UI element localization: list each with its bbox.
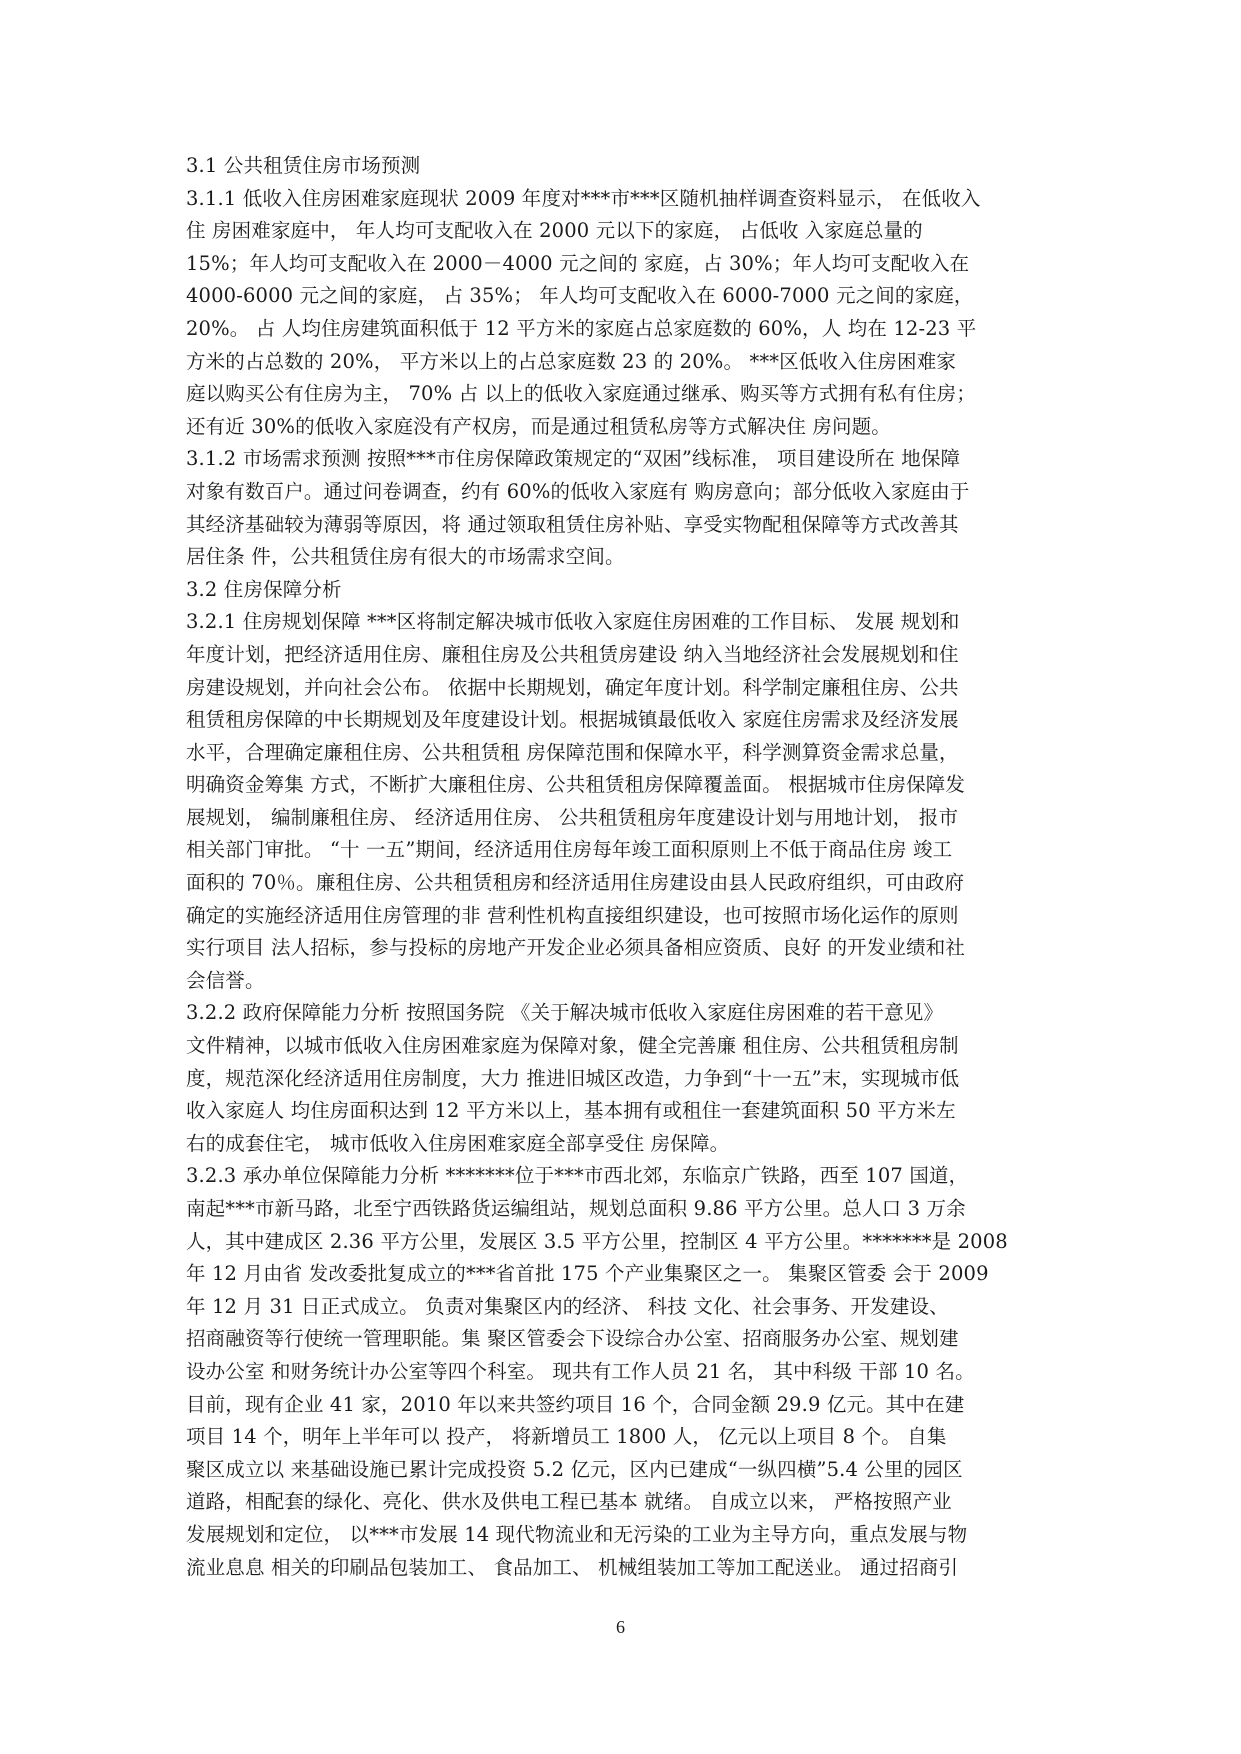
text-line: 收入家庭人 均住房面积达到 12 平方米以上，基本拥有或租住一套建筑面积 50 平方米左 (186, 1099, 956, 1123)
text-line: 人，其中建成区 2.36 平方公里，发展区 3.5 平方公里，控制区 4 平方公里。*******是 2008 (186, 1229, 1008, 1253)
text-line: 设办公室 和财务统计办公室等四个科室。 现共有工作人员 21 名， 其中科级 干部 10 名。 (186, 1359, 975, 1383)
text-line: 4000-6000 元之间的家庭， 占 35%； 年人均可支配收入在 6000-7000 元之间的家庭， (186, 284, 974, 308)
text-line: 租赁租房保障的中长期规划及年度建设计划。根据城镇最低收入 家庭住房需求及经济发展 (186, 708, 959, 732)
page-number: 6 (616, 1617, 625, 1637)
text-line: 确定的实施经济适用住房管理的非 营利性机构直接组织建设，也可按照市场化运作的原则 (186, 903, 959, 927)
text-line: 年 12 月 31 日正式成立。 负责对集聚区内的经济、 科技 文化、社会事务、开发建设、 (186, 1294, 949, 1318)
text-line: 3.1 公共租赁住房市场预测 (186, 154, 421, 177)
text-line: 3.2.3 承办单位保障能力分析 *******位于***市西北郊，东临京广铁路，西至 107 国道， (186, 1164, 969, 1188)
text-line: 会信誉。 (186, 968, 265, 992)
text-line: 年 12 月由省 发改委批复成立的***省首批 175 个产业集聚区之一。 集聚区管委 会于 2009 (186, 1262, 989, 1286)
text-line: 20%。 占 人均住房建筑面积低于 12 平方米的家庭占总家庭数的 60%，人 均在 12-23 平 (186, 316, 977, 340)
text-line: 文件精神，以城市低收入住房困难家庭为保障对象，健全完善廉 租住房、公共租赁租房制 (186, 1034, 959, 1058)
text-line: 实行项目 法人招标，参与投标的房地产开发企业必须具备相应资质、良好 的开发业绩和社 (186, 936, 966, 960)
text-line: 还有近 30%的低收入家庭没有产权房，而是通过租赁私房等方式解决住 房问题。 (186, 414, 891, 438)
text-line: 目前，现有企业 41 家，2010 年以来共签约项目 16 个，合同金额 29.9 亿元。其中在建 (186, 1392, 965, 1416)
text-line: 展规划， 编制廉租住房、 经济适用住房、 公共租赁租房年度建设计划与用地计划， 报市 (186, 805, 959, 829)
text-line: 居住条 件，公共租赁住房有很大的市场需求空间。 (186, 545, 625, 569)
text-line: 南起***市新马路，北至宁西铁路货运编组站，规划总面积 9.86 平方公里。总人口 3 万余 (186, 1197, 966, 1220)
text-line: 方米的占总数的 20%， 平方米以上的占总家庭数 23 的 20%。 ***区低收入住房困难家 (186, 349, 956, 373)
text-line: 3.2.2 政府保障能力分析 按照国务院 《关于解决城市低收入家庭住房困难的若干意见》 (186, 1001, 944, 1025)
text-line: 15%；年人均可支配收入在 2000－4000 元之间的 家庭，占 30%；年人均可支配收入在 (186, 251, 970, 275)
text-line: 招商融资等行使统一管理职能。集 聚区管委会下设综合办公室、招商服务办公室、规划建 (186, 1327, 959, 1351)
document-body (186, 150, 1056, 1584)
text-line: 发展规划和定位， 以***市发展 14 现代物流业和无污染的工业为主导方向，重点发展与物 (186, 1522, 968, 1546)
text-line: 3.1.2 市场需求预测 按照***市住房保障政策规定的“双困”线标准， 项目建设所在 地保障 (186, 447, 961, 471)
text-line: 3.2.1 住房规划保障 ***区将制定解决城市低收入家庭住房困难的工作目标、 发展 规划和 (186, 610, 960, 634)
text-line: 道路，相配套的绿化、亮化、供水及供电工程已基本 就绪。 自成立以来， 严格按照产业 (186, 1490, 952, 1514)
text-line: 年度计划，把经济适用住房、廉租住房及公共租赁房建设 纳入当地经济社会发展规划和住 (186, 642, 959, 666)
text-line: 聚区成立以 来基础设施已累计完成投资 5.2 亿元，区内已建成“一纵四横”5.4 公里的园区 (186, 1457, 963, 1481)
text-line: 住 房困难家庭中， 年人均可支配收入在 2000 元以下的家庭， 占低收 入家庭总量的 (186, 219, 923, 243)
text-line: 水平，合理确定廉租住房、公共租赁租 房保障范围和保障水平，科学测算资金需求总量， (186, 740, 959, 764)
text-line: 流业息息 相关的印刷品包装加工、 食品加工、 机械组装加工等加工配送业。 通过招商引 (186, 1555, 959, 1579)
text-line: 3.1.1 低收入住房困难家庭现状 2009 年度对***市***区随机抽样调查资料显示， 在低收入 (186, 186, 981, 210)
text-line: 项目 14 个，明年上半年可以 投产， 将新增员工 1800 人， 亿元以上项目 8 个。 自集 (186, 1425, 947, 1449)
text-line: 3.2 住房保障分析 (186, 577, 342, 601)
text-line: 面积的 70％。廉租住房、公共租赁租房和经济适用住房建设由县人民政府组织，可由政府 (186, 871, 965, 895)
text-line: 相关部门审批。 “十 一五”期间，经济适用住房每年竣工面积原则上不低于商品住房 竣工 (186, 838, 953, 862)
text-line: 房建设规划，并向社会公布。 依据中长期规划，确定年度计划。科学制定廉租住房、公共 (186, 675, 959, 699)
text-line: 其经济基础较为薄弱等原因，将 通过领取租赁住房补贴、享受实物配租保障等方式改善其 (186, 512, 959, 536)
text-line: 明确资金筹集 方式，不断扩大廉租住房、公共租赁租房保障覆盖面。 根据城市住房保障发 (186, 773, 966, 797)
text-line: 对象有数百户。通过问卷调查，约有 60%的低收入家庭有 购房意向；部分低收入家庭由于 (186, 479, 970, 503)
text-line: 右的成套住宅， 城市低收入住房困难家庭全部享受住 房保障。 (186, 1131, 730, 1155)
text-line: 庭以购买公有住房为主， 70% 占 以上的低收入家庭通过继承、购买等方式拥有私有住房； (186, 382, 976, 406)
text-line: 度，规范深化经济适用住房制度，大力 推进旧城区改造，力争到“十一五”末，实现城市低 (186, 1066, 960, 1090)
